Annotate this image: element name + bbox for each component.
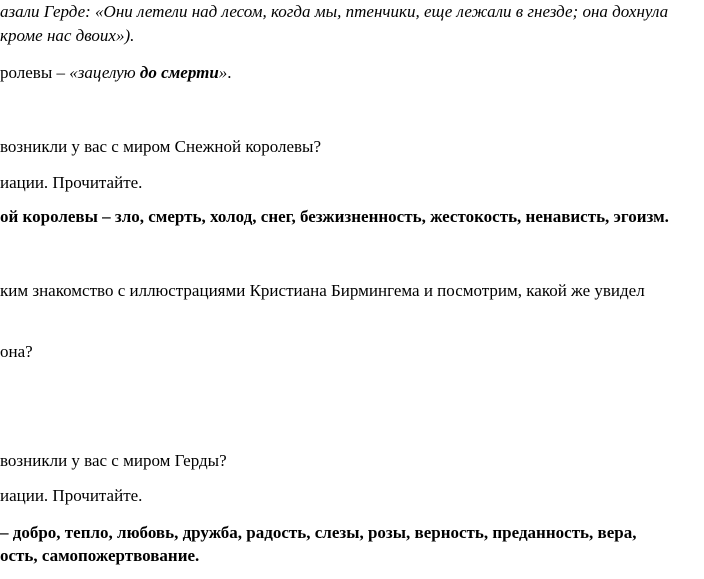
text-line-11: – добро, тепло, любовь, дружба, радость, слезы, розы, верность, преданность, вера,: [0, 523, 637, 542]
text-line-3-quote-close: »: [218, 63, 228, 82]
text-line-5: иации. Прочитайте.: [0, 173, 143, 192]
text-line-7: ким знакомство с иллюстрациями Кристиана Бирмингема и посмотрим, какой же увидел: [0, 281, 645, 300]
text-line-3-prefix: ролевы –: [0, 63, 70, 82]
text-line-12: ость, самопожертвование.: [0, 546, 200, 565]
text-line-3: [0, 63, 232, 83]
text-line-1: азали Герде: «Они летели над лесом, когда мы, птенчики, еще лежали в гнезде; она дохнула: [0, 2, 669, 21]
text-line-9: возникли у вас с миром Герды?: [0, 451, 227, 470]
text-line-10: иации. Прочитайте.: [0, 486, 143, 505]
text-line-8: она?: [0, 342, 33, 361]
text-line-4: возникли у вас с миром Снежной королевы?: [0, 137, 322, 156]
text-line-3-quote-open: «зацелую: [69, 63, 140, 82]
text-line-2: кроме нас двоих»).: [0, 26, 135, 45]
text-line-3-bold: до смерти: [139, 63, 219, 82]
text-line-3-period: .: [227, 63, 232, 82]
text-line-6: ой королевы – зло, смерть, холод, снег, безжизненность, жестокость, ненависть, эгоизм.: [0, 207, 669, 226]
